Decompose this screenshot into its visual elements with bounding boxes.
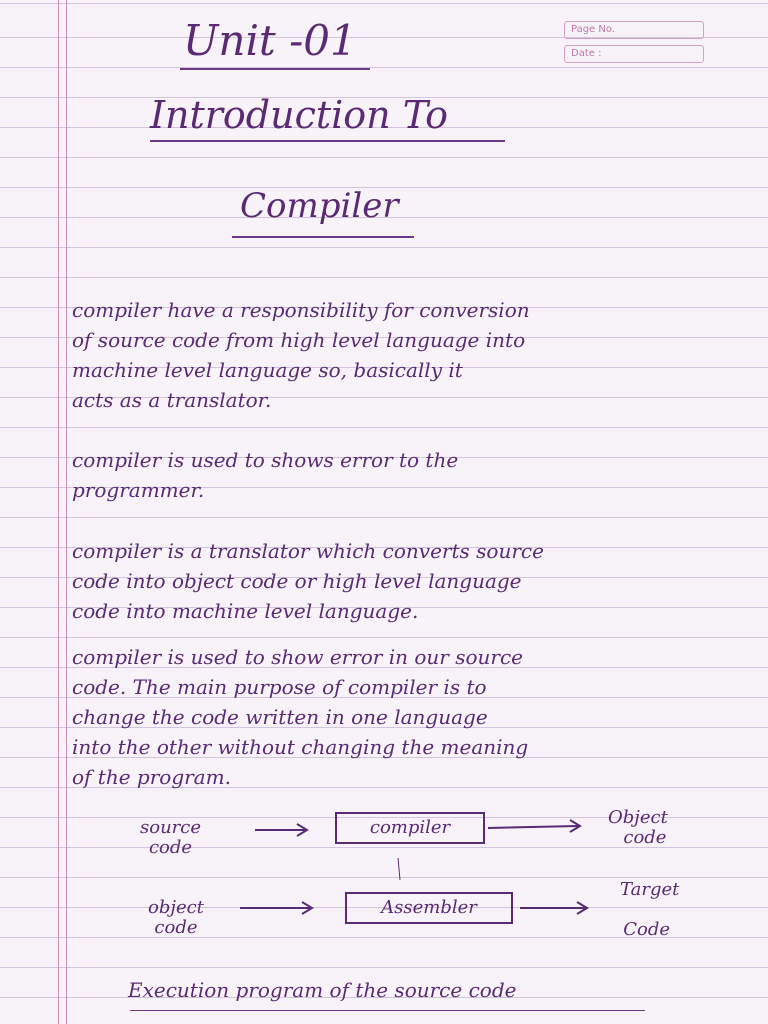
title-line-2: Compiler [240, 186, 399, 226]
paragraph-line: change the code written in one language [72, 705, 488, 729]
paragraph-line: compiler is used to show error in our source [72, 645, 523, 669]
paragraph-line: compiler is used to shows error to the [72, 448, 459, 472]
diagram-label-line: Target [620, 879, 680, 900]
paragraph-line: of the program. [72, 765, 231, 789]
title-line-1: Introduction To [150, 93, 449, 137]
compiler-box: compiler [335, 812, 485, 844]
paragraph-line: code into object code or high level language [72, 569, 522, 593]
paragraph-line: acts as a translator. [72, 388, 272, 412]
diagram-label-line: Code [623, 919, 671, 940]
paragraph-line: into the other without changing the meaning [72, 735, 529, 759]
paragraph-line: code into machine level language. [72, 599, 419, 623]
paragraph-line: of source code from high level language into [72, 328, 526, 352]
paragraph-line: machine level language so, basically it [72, 358, 463, 382]
paragraph-line: code. The main purpose of compiler is to [72, 675, 487, 699]
diagram-label-line: Object [608, 807, 668, 828]
paragraph-line: compiler is a translator which converts source [72, 539, 544, 563]
diagram-label-line: source [140, 817, 202, 838]
underline [130, 1010, 645, 1011]
date-field: Date : [564, 45, 704, 63]
diagram-label-line: object [148, 897, 204, 918]
footer-note: Execution program of the source code [128, 978, 517, 1002]
arrow-compiler-to-object [488, 826, 578, 828]
diagram-label-line: code [148, 837, 193, 858]
connector-line [398, 858, 400, 880]
unit-heading: Unit -01 [183, 16, 357, 65]
paragraph-line: programmer. [72, 478, 205, 502]
diagram-label-line: code [623, 827, 667, 848]
diagram-label-line: code [154, 917, 198, 938]
assembler-box: Assembler [345, 892, 513, 924]
page-no-field: Page No. [564, 21, 704, 39]
paragraph-line: compiler have a responsibility for conversion [72, 298, 530, 322]
